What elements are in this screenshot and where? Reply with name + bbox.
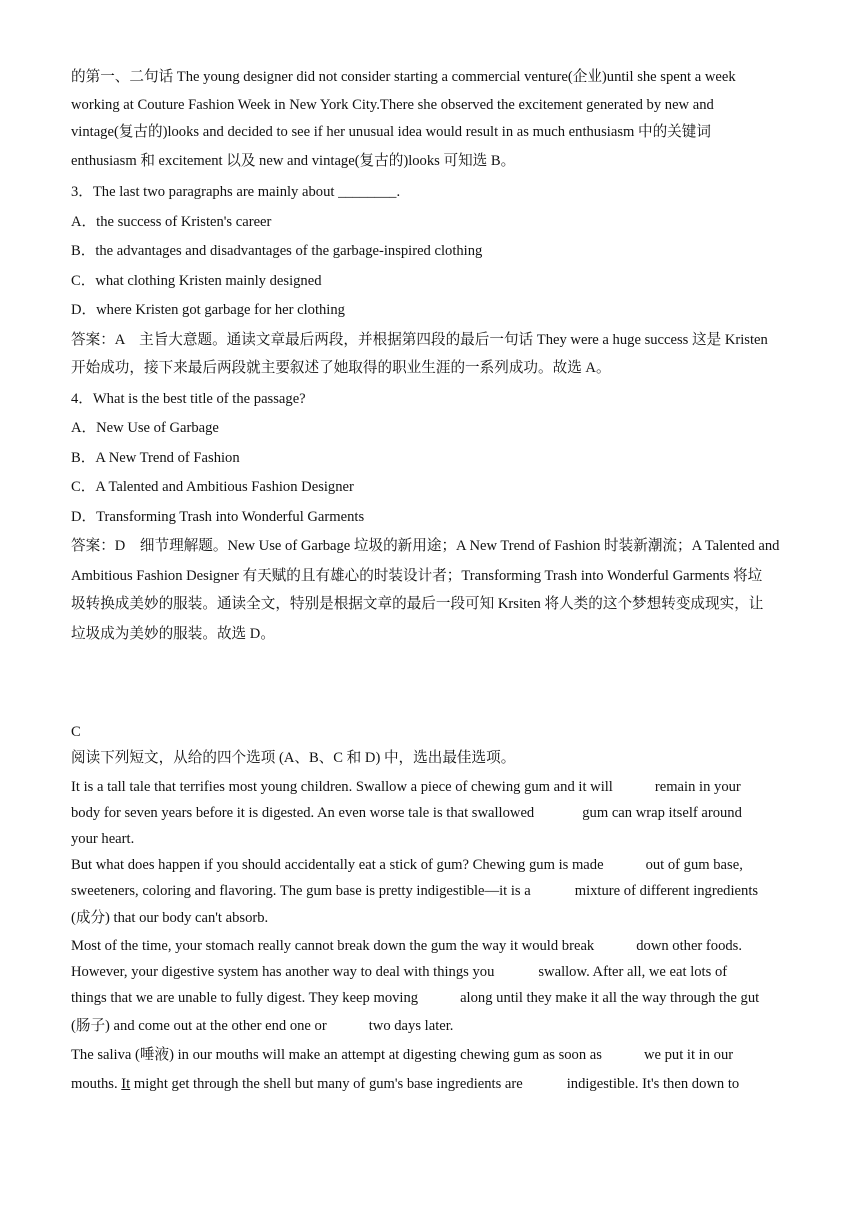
- passage-text: But what does happen if you should accidentally eat a stick of gum? Chewing gum is made: [71, 857, 604, 873]
- question-4-answer: 垃圾成为美妙的服装。故选 D。: [71, 626, 275, 642]
- explanation-line: enthusiasm 和 excitement 以及 new and vintage(复古的)looks 可知选 B。: [71, 153, 516, 169]
- passage-line: [71, 936, 742, 956]
- passage-line: [71, 855, 743, 875]
- passage-line: [71, 1045, 733, 1065]
- question-4-answer: 答案：D 细节理解题。New Use of Garbage 垃圾的新用途；A New Trend of Fashion 时装新潮流；A Talented and: [71, 538, 780, 554]
- passage-text: things that we are unable to fully digest. They keep moving: [71, 990, 419, 1006]
- underlined-word: It: [121, 1076, 131, 1092]
- question-3-answer: 开始成功，接下来最后两段就主要叙述了她取得的职业生涯的一系列成功。故选 A。: [71, 360, 611, 376]
- passage-text: body for seven years before it is digested. An even worse tale is that swallowed: [71, 805, 535, 821]
- question-4-answer: 圾转换成美妙的服装。通读全文，特别是根据文章的最后一段可知 Krsiten 将人类的这个梦想转变成现实，让: [71, 596, 764, 612]
- passage-line: [71, 988, 759, 1008]
- question-3-option-d: D．where Kristen got garbage for her clothing: [71, 302, 345, 318]
- passage-text: The saliva (唾液) in our mouths will make an attempt at digesting chewing gum as soon as: [71, 1047, 602, 1063]
- passage-line: [71, 962, 727, 982]
- passage-text: It is a tall tale that terrifies most young children. Swallow a piece of chewing gum and it will: [71, 779, 613, 795]
- passage-text: (肠子) and come out at the other end one or: [71, 1018, 327, 1034]
- passage-line: [71, 1016, 453, 1036]
- passage-text: indigestible. It's then down to: [566, 1076, 740, 1092]
- passage-line: [71, 803, 742, 823]
- question-3-option-b: B．the advantages and disadvantages of the garbage-inspired clothing: [71, 243, 483, 259]
- passage-line: [71, 1074, 739, 1094]
- passage-line: [71, 908, 268, 928]
- question-4-answer: Ambitious Fashion Designer 有天赋的且有雄心的时装设计者；Transforming Trash into Wonderful Garments 将垃: [71, 568, 763, 584]
- passage-text: along until they make it all the way through the gut: [460, 990, 760, 1006]
- question-4-option-b: B．A New Trend of Fashion: [71, 450, 240, 466]
- passage-text: However, your digestive system has another way to deal with things you: [71, 964, 495, 980]
- passage-text: mixture of different ingredients: [574, 883, 759, 899]
- section-label: C: [71, 724, 81, 740]
- passage-text: out of gum base,: [645, 857, 743, 873]
- passage-text: Most of the time, your stomach really cannot break down the gum the way it would break: [71, 938, 595, 954]
- passage-line: [71, 777, 741, 797]
- passage-text: (成分) that our body can't absorb.: [71, 910, 269, 926]
- passage-text: we put it in our: [643, 1047, 734, 1063]
- passage-text: down other foods.: [636, 938, 743, 954]
- question-3-stem: 3．The last two paragraphs are mainly about ________.: [71, 184, 401, 200]
- question-3-option-a: A．the success of Kristen's career: [71, 214, 272, 230]
- passage-text: swallow. After all, we eat lots of: [538, 964, 728, 980]
- passage-text: sweeteners, coloring and flavoring. The gum base is pretty indigestible—it is a: [71, 883, 531, 899]
- question-4-option-c: C．A Talented and Ambitious Fashion Designer: [71, 479, 354, 495]
- passage-text: mouths.: [71, 1076, 122, 1092]
- passage-text: your heart.: [71, 831, 135, 847]
- question-3-option-c: C．what clothing Kristen mainly designed: [71, 273, 322, 289]
- passage-line: [71, 881, 758, 901]
- explanation-line: 的第一、二句话 The young designer did not consider starting a commercial venture(企业)until she spent a week: [71, 69, 736, 85]
- question-4-stem: 4．What is the best title of the passage?: [71, 391, 306, 407]
- section-instruction: 阅读下列短文，从给的四个选项 (A、B、C 和 D) 中，选出最佳选项。: [71, 750, 516, 766]
- passage-text: might get through the shell but many of gum's base ingredients are: [130, 1076, 523, 1092]
- passage-text: remain in your: [654, 779, 741, 795]
- question-4-option-a: A．New Use of Garbage: [71, 420, 219, 436]
- passage-line: [71, 829, 134, 849]
- explanation-line: vintage(复古的)looks and decided to see if her unusual idea would result in as much enthusiasm 中的关键词: [71, 124, 711, 140]
- passage-text: gum can wrap itself around: [582, 805, 742, 821]
- question-4-option-d: D．Transforming Trash into Wonderful Garments: [71, 509, 365, 525]
- passage-text: two days later.: [368, 1018, 454, 1034]
- question-3-answer: 答案：A 主旨大意题。通读文章最后两段，并根据第四段的最后一句话 They were a huge success 这是 Kristen: [71, 332, 768, 348]
- explanation-line: working at Couture Fashion Week in New York City.There she observed the excitement generated by new and: [71, 97, 714, 113]
